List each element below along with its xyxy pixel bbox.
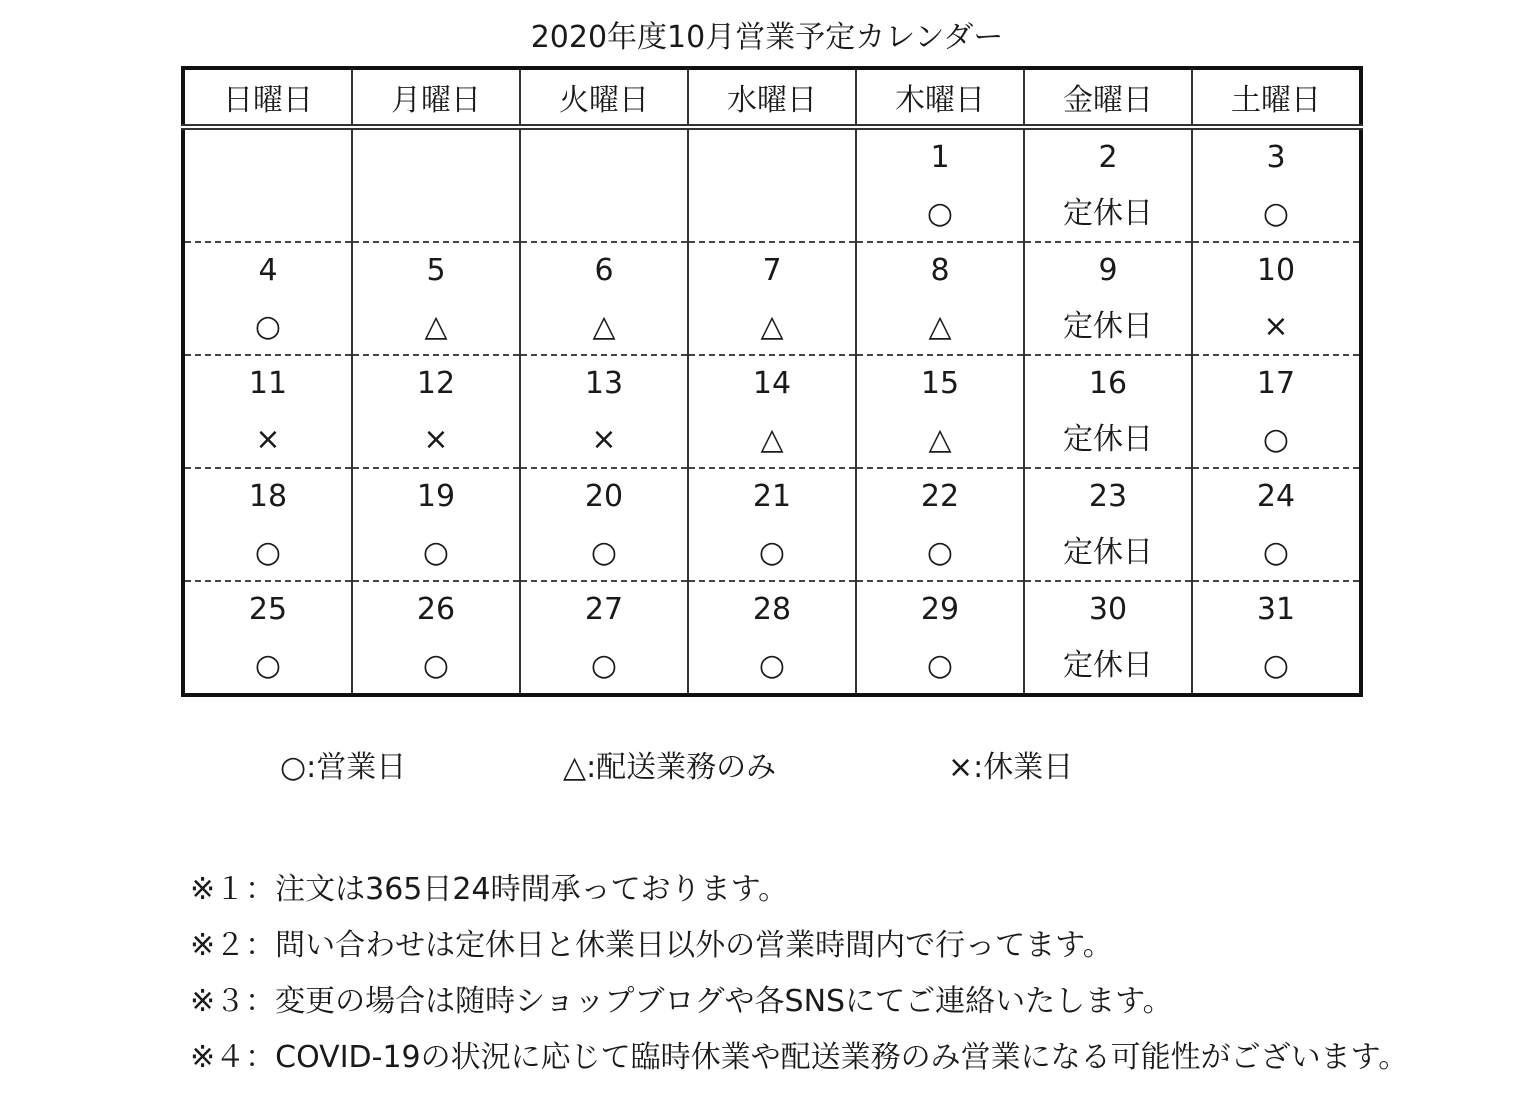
calendar-day-cell	[520, 355, 688, 468]
day-number: 18	[248, 479, 288, 514]
calendar-day-cell	[688, 355, 856, 468]
day-status: ○	[758, 535, 786, 570]
calendar-day-cell	[183, 242, 352, 355]
calendar-day-cell	[688, 127, 856, 242]
notes-list	[190, 862, 1408, 1086]
day-number: 4	[258, 253, 278, 288]
day-status: ○	[1262, 648, 1290, 683]
calendar-day-cell	[520, 581, 688, 695]
calendar-body	[183, 127, 1361, 695]
legend-open-day: ○:営業日	[280, 750, 407, 785]
day-number: 8	[930, 253, 950, 288]
calendar-week-row	[183, 355, 1361, 468]
day-number: 9	[1098, 253, 1118, 288]
weekday-saturday: 土曜日	[1192, 68, 1361, 127]
day-status	[521, 194, 687, 234]
day-number: 21	[752, 479, 792, 514]
calendar-day-cell	[856, 242, 1024, 355]
day-number: 12	[416, 366, 456, 401]
day-number: 11	[248, 366, 288, 401]
day-status: ○	[590, 535, 618, 570]
day-status: △	[760, 422, 784, 457]
day-status: ○	[422, 535, 450, 570]
day-status: ○	[254, 309, 282, 344]
calendar-week-row	[183, 468, 1361, 581]
note-item: ※２：問い合わせは定休日と休業日以外の営業時間内で行ってます。	[190, 928, 1113, 963]
weekday-thursday: 木曜日	[856, 68, 1024, 127]
note-item: ※３：変更の場合は随時ショップブログや各SNSにてご連絡いたします。	[190, 984, 1173, 1019]
day-number	[353, 138, 519, 178]
calendar-day-cell	[183, 355, 352, 468]
day-number: 25	[248, 592, 288, 627]
day-number: 31	[1256, 592, 1296, 627]
calendar-day-cell	[688, 242, 856, 355]
day-number: 2	[1098, 140, 1118, 175]
day-number: 13	[584, 366, 624, 401]
calendar-day-cell	[1024, 242, 1192, 355]
day-status: ×	[255, 422, 281, 457]
day-status: ○	[254, 535, 282, 570]
day-number: 10	[1256, 253, 1296, 288]
day-number: 7	[762, 253, 782, 288]
day-status	[689, 194, 855, 234]
calendar-day-cell	[183, 127, 352, 242]
day-status: ○	[590, 648, 618, 683]
weekday-header-row	[183, 68, 1361, 127]
calendar-week-row	[183, 581, 1361, 695]
day-status: △	[760, 309, 784, 344]
day-status: ×	[591, 422, 617, 457]
day-status: 定休日	[1063, 309, 1153, 344]
day-status: ○	[758, 648, 786, 683]
calendar-day-cell	[856, 355, 1024, 468]
day-number: 20	[584, 479, 624, 514]
legend-delivery-only: △:配送業務のみ	[563, 750, 777, 785]
day-status: ○	[926, 648, 954, 683]
calendar-day-cell	[856, 468, 1024, 581]
day-number: 27	[584, 592, 624, 627]
day-status	[185, 194, 351, 234]
day-number	[185, 138, 351, 178]
day-status: 定休日	[1063, 648, 1153, 683]
note-item: ※４：COVID-19の状況に応じて臨時休業や配送業務のみ営業になる可能性がございます。	[190, 1040, 1409, 1075]
calendar-day-cell	[352, 355, 520, 468]
day-number: 14	[752, 366, 792, 401]
day-status: ○	[422, 648, 450, 683]
day-number: 19	[416, 479, 456, 514]
day-number: 3	[1266, 140, 1286, 175]
day-number: 1	[930, 140, 950, 175]
calendar-title: 2020年度10月営業予定カレンダー	[530, 20, 1004, 55]
day-status: △	[928, 309, 952, 344]
calendar-day-cell	[183, 468, 352, 581]
calendar-day-cell	[1024, 355, 1192, 468]
note-item: ※１：注文は365日24時間承っております。	[190, 872, 789, 907]
day-status: ○	[1262, 535, 1290, 570]
calendar-day-cell	[1024, 468, 1192, 581]
day-number: 6	[594, 253, 614, 288]
day-status: ×	[1263, 309, 1289, 344]
weekday-sunday: 日曜日	[183, 68, 352, 127]
calendar-day-cell	[1192, 581, 1361, 695]
calendar-day-cell	[352, 581, 520, 695]
weekday-wednesday: 水曜日	[688, 68, 856, 127]
day-status: 定休日	[1063, 535, 1153, 570]
day-status: △	[928, 422, 952, 457]
day-number	[689, 138, 855, 178]
calendar-day-cell	[1192, 127, 1361, 242]
day-status: 定休日	[1063, 196, 1153, 231]
day-status: △	[424, 309, 448, 344]
day-status: ×	[423, 422, 449, 457]
day-status: ○	[1262, 196, 1290, 231]
day-number: 30	[1088, 592, 1128, 627]
day-number: 28	[752, 592, 792, 627]
day-status: ○	[1262, 422, 1290, 457]
day-number	[521, 138, 687, 178]
day-number: 17	[1256, 366, 1296, 401]
day-number: 5	[426, 253, 446, 288]
business-calendar	[181, 66, 1363, 697]
day-number: 29	[920, 592, 960, 627]
calendar-day-cell	[688, 581, 856, 695]
calendar-day-cell	[688, 468, 856, 581]
calendar-day-cell	[520, 468, 688, 581]
day-status: 定休日	[1063, 422, 1153, 457]
calendar-day-cell	[183, 581, 352, 695]
legend-closed-day: ×:休業日	[948, 750, 1074, 785]
day-number: 15	[920, 366, 960, 401]
weekday-tuesday: 火曜日	[520, 68, 688, 127]
calendar-day-cell	[352, 127, 520, 242]
day-number: 23	[1088, 479, 1128, 514]
calendar-day-cell	[1024, 581, 1192, 695]
day-status: △	[592, 309, 616, 344]
calendar-week-row	[183, 127, 1361, 242]
weekday-monday: 月曜日	[352, 68, 520, 127]
day-status: ○	[926, 535, 954, 570]
weekday-friday: 金曜日	[1024, 68, 1192, 127]
calendar-day-cell	[352, 242, 520, 355]
calendar-day-cell	[1192, 468, 1361, 581]
day-number: 24	[1256, 479, 1296, 514]
calendar-day-cell	[1192, 242, 1361, 355]
day-status: ○	[254, 648, 282, 683]
day-number: 16	[1088, 366, 1128, 401]
calendar-day-cell	[1192, 355, 1361, 468]
calendar-week-row	[183, 242, 1361, 355]
day-number: 26	[416, 592, 456, 627]
calendar-day-cell	[352, 468, 520, 581]
day-status	[353, 194, 519, 234]
calendar-day-cell	[520, 127, 688, 242]
calendar-day-cell	[520, 242, 688, 355]
calendar-day-cell	[1024, 127, 1192, 242]
day-status: ○	[926, 196, 954, 231]
calendar-day-cell	[856, 581, 1024, 695]
calendar-day-cell	[856, 127, 1024, 242]
day-number: 22	[920, 479, 960, 514]
